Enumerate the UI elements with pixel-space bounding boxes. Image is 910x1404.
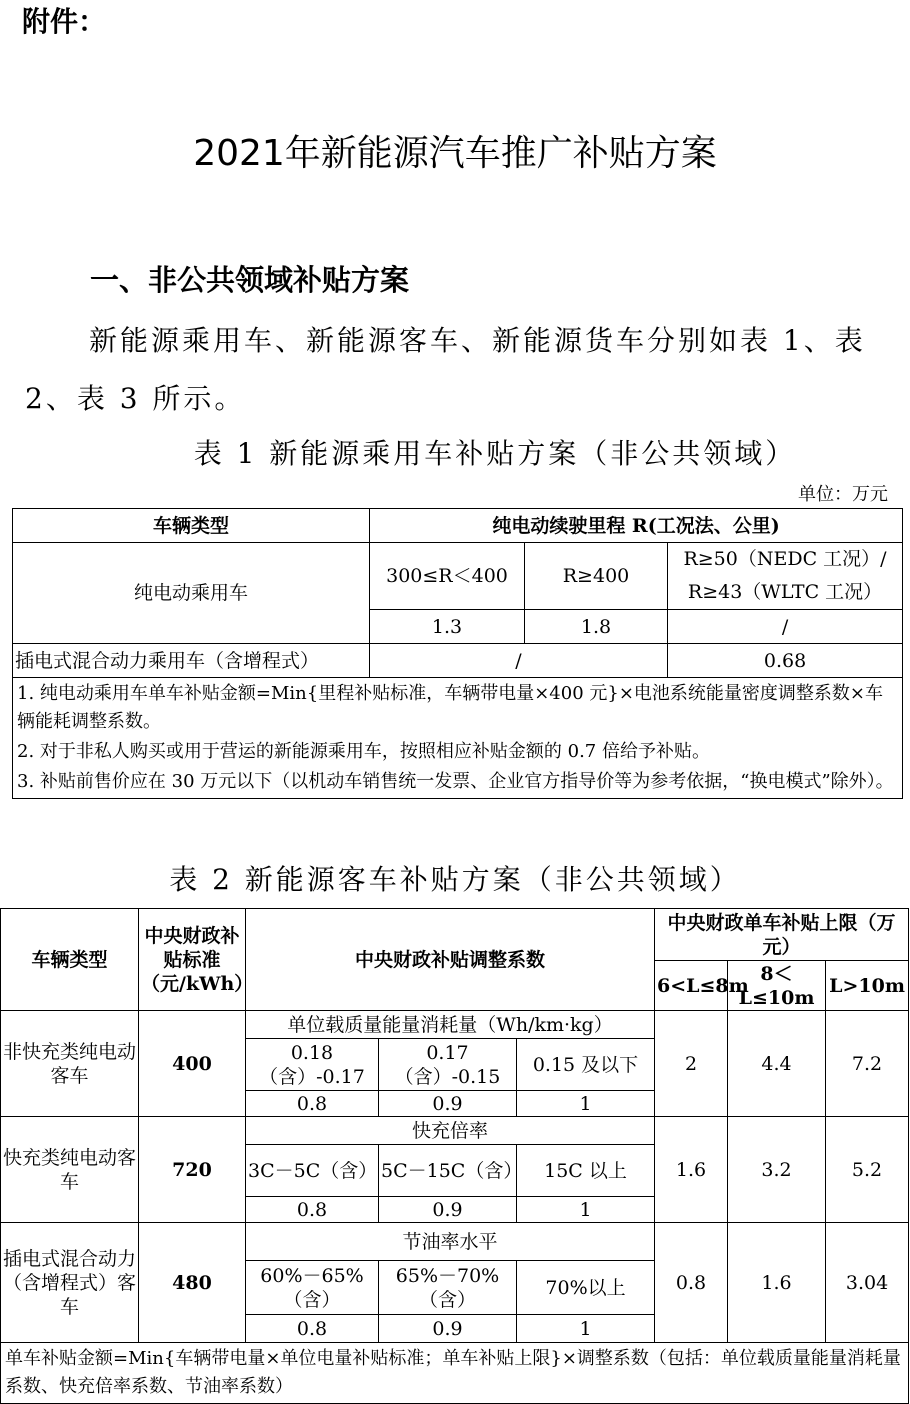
t2-row2-type: 快充类纯电动客车 (1, 1117, 139, 1223)
t2-row3-metric: 节油率水平 (246, 1223, 655, 1261)
table1-notes (13, 678, 903, 799)
t2-row2-coef-1: 0.8 (246, 1197, 379, 1223)
header-range: 纯电动续驶里程 R(工况法、公里) (370, 509, 903, 543)
attachment-label: 附件： (22, 5, 107, 38)
t2-row2-coef-2: 0.9 (379, 1197, 517, 1223)
t2-row3-type: 插电式混合动力（含增程式）客车 (1, 1223, 139, 1343)
note-3: 3. 补贴前售价应在 30 万元以下（以机动车销售统一发票、企业官方指导价等为参考依据，“换电模式”除外）。 (17, 771, 894, 792)
t2-row3-standard: 480 (139, 1223, 246, 1343)
intro-paragraph: 新能源乘用车、新能源客车、新能源货车分别如表 1、表 2、表 3 所示。 (25, 324, 866, 415)
t2-header-len-2: 8＜L≤10m (728, 961, 826, 1011)
range-col-3 (668, 543, 903, 610)
passenger-car-subsidy-table (12, 508, 903, 799)
header-vehicle-type: 车辆类型 (13, 509, 370, 543)
t2-row1-metric: 单位载质量能量消耗量（Wh/km·kg） (246, 1011, 655, 1039)
table1-unit: 单位：万元 (798, 484, 888, 505)
t2-row3-cap-3: 3.04 (826, 1223, 909, 1343)
value-col-3: / (668, 610, 903, 644)
range-col-1: 300≤R＜400 (370, 543, 525, 610)
t2-row1-coef-1: 0.8 (246, 1091, 379, 1117)
t2-header-len-3: L>10m (826, 961, 909, 1011)
t2-row2-cap-3: 5.2 (826, 1117, 909, 1223)
t2-header-type: 车辆类型 (1, 909, 139, 1011)
document-title: 2021年新能源汽车推广补贴方案 (193, 133, 717, 174)
range-col-2: R≥400 (525, 543, 668, 610)
t2-header-len-1: 6<L≤8m (655, 961, 728, 1011)
table1-caption: 表 1 新能源乘用车补贴方案（非公共领域） (193, 437, 797, 470)
note-2: 2. 对于非私人购买或用于营运的新能源乘用车，按照相应补贴金额的 0.7 倍给予补贴。 (17, 741, 710, 762)
note-1: 1. 纯电动乘用车单车补贴金额=Min{里程补贴标准，车辆带电量×400 元}×电池系统能量密度调整系数×车辆能耗调整系数。 (17, 683, 883, 732)
t2-row2-range-1: 3C－5C（含） (246, 1145, 379, 1197)
range-col-3-line1: R≥50（NEDC 工况）/ (683, 548, 887, 570)
t2-row3-range-2: 65%－70%（含） (379, 1261, 517, 1315)
t2-row3-coef-1: 0.8 (246, 1315, 379, 1343)
t2-row3-range-1: 60%－65%（含） (246, 1261, 379, 1315)
t2-row2-metric: 快充倍率 (246, 1117, 655, 1145)
t2-row1-coef-2: 0.9 (379, 1091, 517, 1117)
t2-row3-coef-3: 1 (517, 1315, 655, 1343)
row-label-bev: 纯电动乘用车 (13, 543, 370, 644)
phev-value-a: / (370, 644, 668, 678)
table2-caption: 表 2 新能源客车补贴方案（非公共领域） (169, 863, 741, 896)
t2-header-coefficient: 中央财政补贴调整系数 (246, 909, 655, 1011)
t2-row1-type: 非快充类纯电动客车 (1, 1011, 139, 1117)
t2-row3-range-3: 70%以上 (517, 1261, 655, 1315)
t2-row1-standard: 400 (139, 1011, 246, 1117)
bus-subsidy-table (0, 908, 909, 1404)
t2-row2-range-2: 5C－15C（含） (379, 1145, 517, 1197)
t2-row1-range-1: 0.18（含）-0.17 (246, 1039, 379, 1091)
t2-header-standard: 中央财政补贴标准（元/kWh） (139, 909, 246, 1011)
t2-row2-range-3: 15C 以上 (517, 1145, 655, 1197)
row-label-phev: 插电式混合动力乘用车（含增程式） (13, 644, 370, 678)
value-col-1: 1.3 (370, 610, 525, 644)
t2-row1-range-2: 0.17（含）-0.15 (379, 1039, 517, 1091)
t2-footnote: 单车补贴金额=Min{车辆带电量×单位电量补贴标准；单车补贴上限}×调整系数（包括：单位载质量能量消耗量系数、快充倍率系数、节油率系数） (1, 1343, 909, 1404)
phev-value-b: 0.68 (668, 644, 903, 678)
t2-row2-standard: 720 (139, 1117, 246, 1223)
section-heading: 一、非公共领域补贴方案 (90, 263, 410, 297)
t2-row3-cap-2: 1.6 (728, 1223, 826, 1343)
t2-row2-coef-3: 1 (517, 1197, 655, 1223)
t2-row3-cap-1: 0.8 (655, 1223, 728, 1343)
t2-row2-cap-2: 3.2 (728, 1117, 826, 1223)
t2-row1-cap-1: 2 (655, 1011, 728, 1117)
t2-row1-coef-3: 1 (517, 1091, 655, 1117)
t2-row3-coef-2: 0.9 (379, 1315, 517, 1343)
t2-row1-cap-3: 7.2 (826, 1011, 909, 1117)
value-col-2: 1.8 (525, 610, 668, 644)
t2-row1-range-3: 0.15 及以下 (517, 1039, 655, 1091)
range-col-3-line2: R≥43（WLTC 工况） (687, 581, 883, 603)
t2-header-cap: 中央财政单车补贴上限（万元） (655, 909, 909, 961)
t2-row1-cap-2: 4.4 (728, 1011, 826, 1117)
t2-row2-cap-1: 1.6 (655, 1117, 728, 1223)
